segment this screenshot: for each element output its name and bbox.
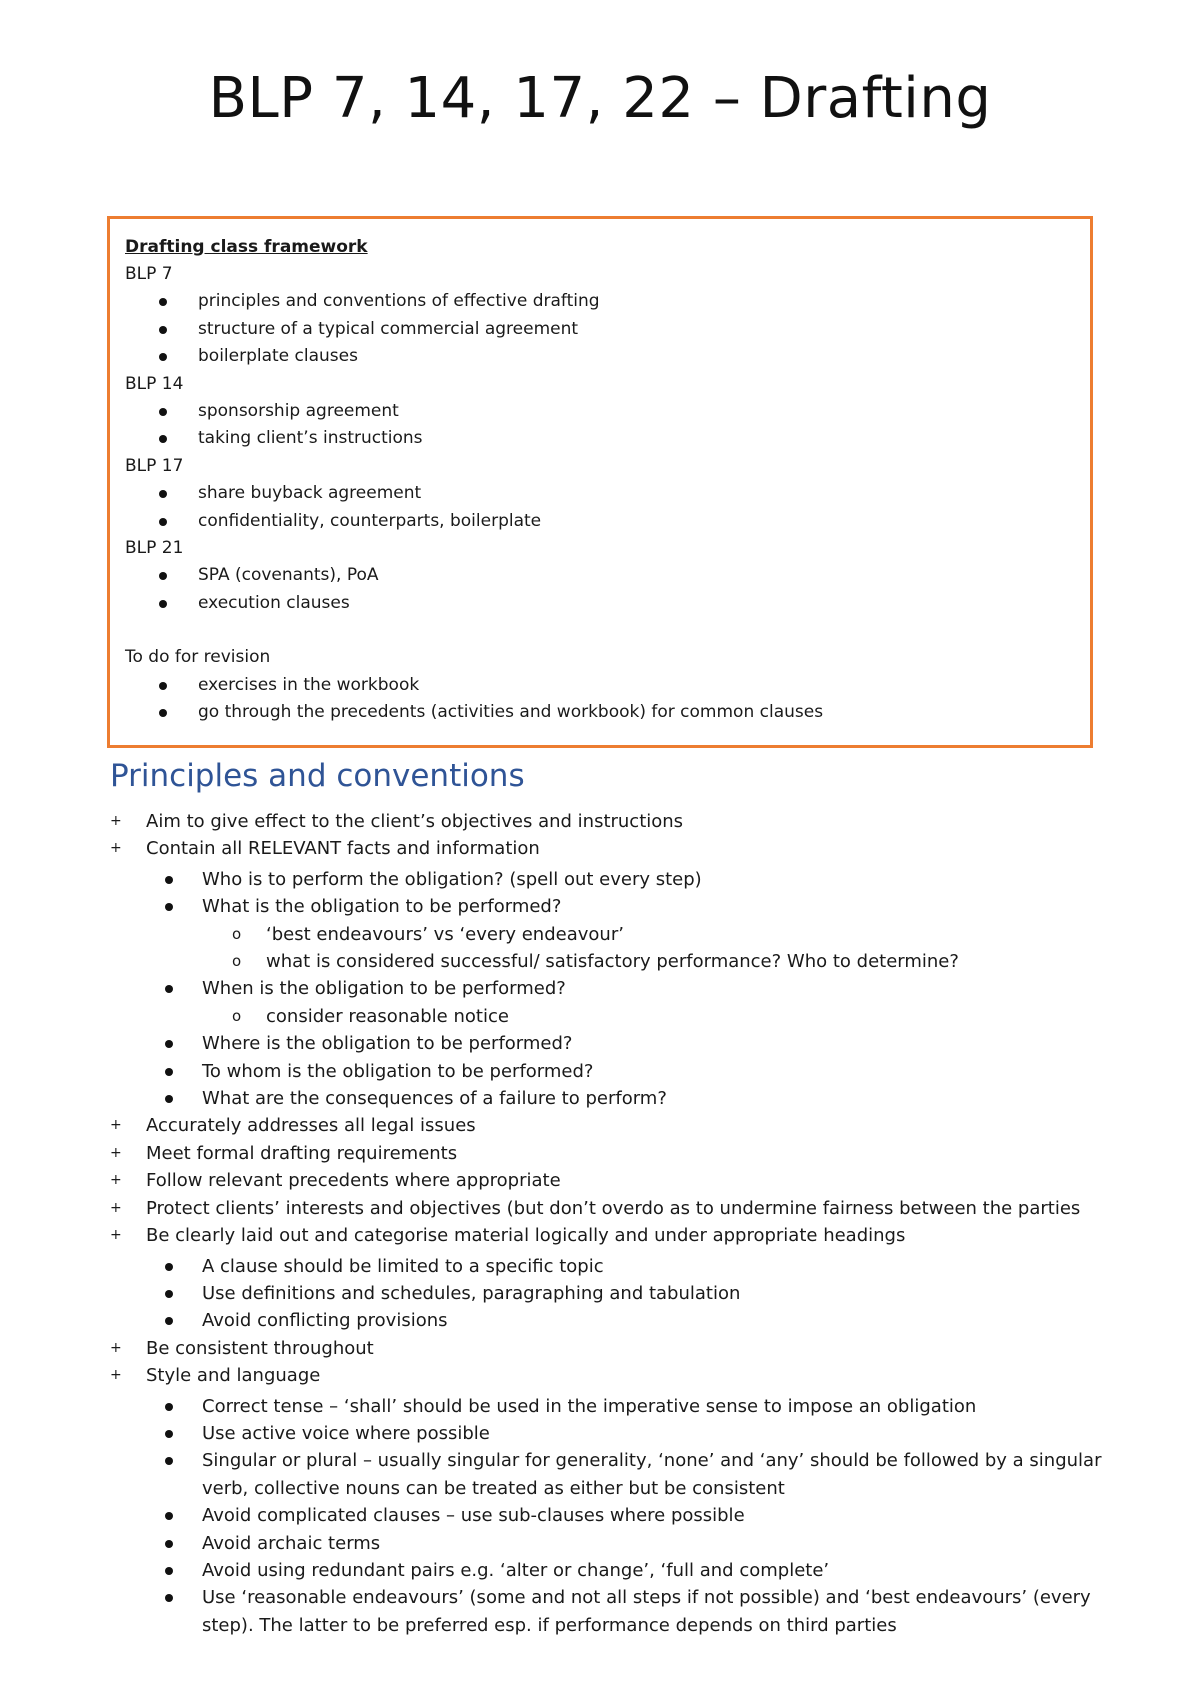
framework-heading: Drafting class framework [125, 237, 368, 257]
bullet-icon [165, 1567, 173, 1575]
principle-subitem-text: Where is the obligation to be performed? [202, 1033, 573, 1055]
framework-group-label: BLP 7 [125, 264, 173, 284]
revision-list-item: exercises in the workbook [125, 672, 1076, 699]
principle-subitem-text: Avoid complicated clauses – use sub-clauses where possible [202, 1505, 745, 1527]
framework-list-item: SPA (covenants), PoA [125, 562, 1076, 589]
principle-sublist [146, 1393, 1110, 1640]
framework-list-item: sponsorship agreement [125, 398, 1076, 425]
revision-list-item: go through the precedents (activities and workbook) for common clauses [125, 699, 1076, 726]
principle-sublist [146, 1253, 1110, 1335]
framework-list-item: share buyback agreement [125, 480, 1076, 507]
bullet-icon [165, 1540, 173, 1548]
framework-group-list [125, 288, 1076, 370]
framework-group-list [125, 398, 1076, 453]
bullet-icon [165, 1095, 173, 1103]
principle-text: Meet formal drafting requirements [146, 1142, 458, 1164]
principle-subitem [146, 1307, 1110, 1334]
principle-text: Be consistent throughout [146, 1337, 374, 1359]
framework-group-label: BLP 17 [125, 455, 184, 476]
framework-list-item: confidentiality, counterparts, boilerplate [125, 508, 1076, 535]
principle-text: Follow relevant precedents where appropriate [146, 1170, 561, 1192]
bullet-icon [165, 1457, 173, 1465]
revision-list [125, 672, 1076, 727]
framework-box [107, 216, 1093, 748]
plus-bullet-icon: + [110, 1367, 122, 1384]
bullet-icon [165, 1068, 173, 1076]
principle-subsubitem [202, 921, 1110, 948]
bullet-icon [165, 1040, 173, 1048]
principle-item [110, 1140, 1110, 1167]
principle-subitem [146, 1420, 1110, 1447]
principle-subitem [146, 1253, 1110, 1280]
framework-list-item: structure of a typical commercial agreement [125, 316, 1076, 343]
principle-subsubitem-text: what is considered successful/ satisfactory performance? Who to determine? [266, 951, 959, 973]
framework-group-list [125, 562, 1076, 617]
bullet-icon [165, 1403, 173, 1411]
circle-bullet-icon: o [232, 952, 242, 971]
principle-subitem-text: Avoid archaic terms [202, 1532, 381, 1554]
principle-subitem [146, 1030, 1110, 1057]
principle-subitem [146, 1447, 1110, 1502]
principle-text: Style and language [146, 1365, 321, 1387]
principle-subsublist [202, 1003, 1110, 1030]
principle-item [110, 1167, 1110, 1194]
principles-list [110, 808, 1110, 1639]
principle-item [110, 808, 1110, 835]
principle-subsubitem-text: consider reasonable notice [266, 1005, 509, 1027]
plus-bullet-icon: + [110, 1227, 122, 1244]
bullet-icon [165, 985, 173, 993]
principle-subitem-text: Use definitions and schedules, paragraphing and tabulation [202, 1282, 741, 1304]
circle-bullet-icon: o [232, 1006, 242, 1025]
bullet-icon [165, 1594, 173, 1602]
principle-item [110, 1335, 1110, 1362]
principle-subitem [146, 893, 1110, 975]
principle-item [110, 1362, 1110, 1639]
principle-item [110, 1195, 1110, 1222]
principle-subitem-text: To whom is the obligation to be performed? [202, 1060, 594, 1082]
principle-subitem [146, 1393, 1110, 1420]
principle-subitem-text: What are the consequences of a failure to perform? [202, 1088, 667, 1110]
principle-subitem-text: Use active voice where possible [202, 1422, 490, 1444]
principle-sublist [146, 866, 1110, 1113]
framework-list-item: boilerplate clauses [125, 343, 1076, 370]
principle-subitem-text: Avoid using redundant pairs e.g. ‘alter or change’, ‘full and complete’ [202, 1559, 830, 1581]
principle-subitem [146, 1280, 1110, 1307]
plus-bullet-icon: + [110, 1117, 122, 1134]
principle-subitem-text: Use ‘reasonable endeavours’ (some and not all steps if not possible) and ‘best endeavours’ (every step). The latter to be preferred esp. if performance depends on third parties [202, 1587, 1091, 1636]
principle-item [110, 1112, 1110, 1139]
framework-groups [125, 261, 1076, 617]
framework-spacer [125, 617, 1076, 644]
plus-bullet-icon: + [110, 1339, 122, 1356]
principle-subitem [146, 1058, 1110, 1085]
principle-subitem [146, 1530, 1110, 1557]
bullet-icon [165, 1512, 173, 1520]
bullet-icon [165, 1430, 173, 1438]
principle-subitem [146, 1557, 1110, 1584]
bullet-icon [165, 876, 173, 884]
principle-subitem-text: When is the obligation to be performed? [202, 978, 566, 1000]
framework-list-item: taking client’s instructions [125, 425, 1076, 452]
principle-subsubitem [202, 1003, 1110, 1030]
principle-text: Be clearly laid out and categorise material logically and under appropriate headings [146, 1225, 906, 1247]
plus-bullet-icon: + [110, 1144, 122, 1161]
revision-label: To do for revision [125, 647, 271, 668]
plus-bullet-icon: + [110, 813, 122, 829]
principle-item [110, 835, 1110, 1112]
bullet-icon [165, 903, 173, 911]
framework-group-list [125, 480, 1076, 535]
principle-subitem [146, 1502, 1110, 1529]
framework-group-label: BLP 14 [125, 373, 184, 394]
principle-subitem-text: Avoid conflicting provisions [202, 1310, 448, 1332]
principles-body [110, 808, 1110, 1639]
framework-group-label: BLP 21 [125, 538, 184, 559]
principle-subitem [146, 866, 1110, 893]
plus-bullet-icon: + [110, 1172, 122, 1189]
principle-item [110, 1222, 1110, 1335]
plus-bullet-icon: + [110, 840, 122, 857]
principle-subsubitem-text: ‘best endeavours’ vs ‘every endeavour’ [266, 923, 624, 945]
bullet-icon [165, 1317, 173, 1325]
principle-subitem-text: A clause should be limited to a specific topic [202, 1255, 604, 1277]
principle-subitem [146, 1584, 1110, 1639]
principle-subitem [146, 975, 1110, 1030]
framework-list-item: principles and conventions of effective drafting [125, 288, 1076, 315]
principle-subitem-text: Who is to perform the obligation? (spell out every step) [202, 868, 702, 890]
circle-bullet-icon: o [232, 924, 242, 943]
framework-list-item: execution clauses [125, 590, 1076, 617]
bullet-icon [165, 1290, 173, 1298]
principle-text: Protect clients’ interests and objectives (but don’t overdo as to undermine fairness between the parties [146, 1197, 1081, 1219]
principle-subitem-text: Singular or plural – usually singular for generality, ‘none’ and ‘any’ should be followed by a singular verb, collective nouns can be treated as either but be consistent [202, 1450, 1102, 1499]
plus-bullet-icon: + [110, 1199, 122, 1216]
principle-subitem-text: Correct tense – ‘shall’ should be used in the imperative sense to impose an obligation [202, 1395, 977, 1417]
principle-subsubitem [202, 948, 1110, 975]
principle-text: Contain all RELEVANT facts and information [146, 838, 540, 860]
principle-subsublist [202, 921, 1110, 976]
principle-subitem-text: What is the obligation to be performed? [202, 896, 562, 918]
principle-text: Accurately addresses all legal issues [146, 1115, 476, 1137]
document-title: BLP 7, 14, 17, 22 – Drafting [208, 66, 992, 131]
section-heading: Principles and conventions [110, 758, 525, 794]
principle-subitem [146, 1085, 1110, 1112]
bullet-icon [165, 1263, 173, 1271]
principle-text: Aim to give effect to the client’s objectives and instructions [146, 811, 684, 832]
